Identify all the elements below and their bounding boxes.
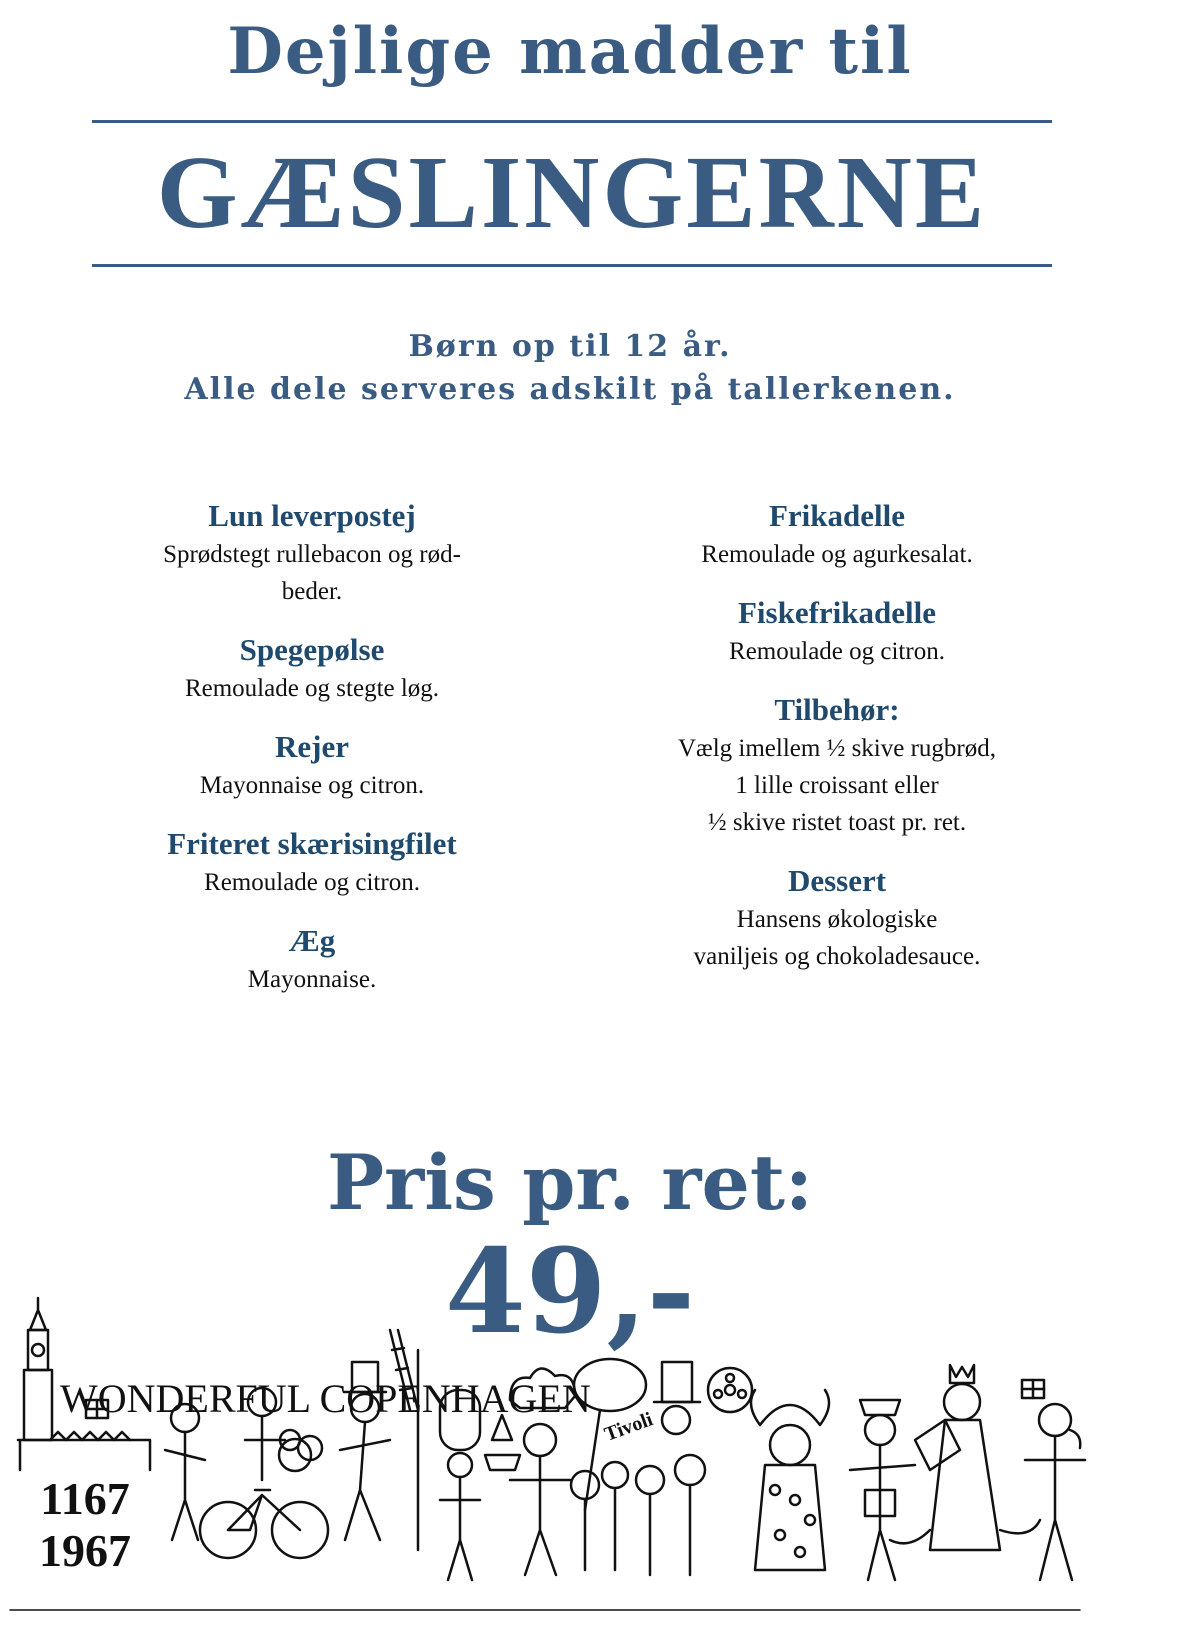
banner-title: WONDERFUL COPENHAGEN (60, 1376, 591, 1421)
menu-item (602, 593, 1072, 670)
film-reel-icon (708, 1368, 752, 1412)
menu-item-title: Dessert (787, 863, 887, 898)
princess-icon (890, 1365, 1040, 1550)
tivoli-label: Tivoli (601, 1408, 656, 1446)
intro-serving: Alle dele serveres adskilt på tallerkenen. (184, 372, 956, 407)
year-end: 1967 (39, 1525, 131, 1576)
menu-item (602, 861, 1072, 975)
menu-item-desc: Remoulade og agurkesalat. (701, 541, 973, 568)
menu-item (92, 630, 532, 707)
menu-item (92, 496, 532, 610)
viking-icon (751, 1390, 829, 1570)
price-label: Pris pr. ret: (327, 1138, 813, 1227)
top-rule (92, 120, 1052, 123)
wonderful-copenhagen-illustration (0, 1290, 1200, 1649)
menu-item-desc: Remoulade og citron. (729, 638, 945, 665)
menu-item-title: Frikadelle (768, 498, 906, 533)
menu-item-desc: Remoulade og citron. (204, 869, 420, 896)
intro-age: Børn op til 12 år. (408, 329, 732, 364)
menu-item-desc: Mayonnaise. (247, 966, 377, 993)
menu-item-title: Friteret skærisingfilet (167, 826, 457, 861)
menu-item-desc: Remoulade og stegte løg. (184, 675, 440, 702)
chimney-sweep-icon (340, 1330, 418, 1540)
menu-item-title: Lun leverpostej (208, 498, 416, 533)
year-start: 1167 (40, 1473, 130, 1524)
menu-item (602, 690, 1072, 841)
menu-item (602, 496, 1072, 573)
menu-right-column (602, 496, 1072, 995)
menu-item-title: Tilbehør: (774, 692, 900, 727)
brand-title: GÆSLINGERNE (156, 135, 988, 250)
bottom-rule (92, 264, 1052, 267)
menu-left-column (92, 496, 532, 1018)
headline: Dejlige madder til (227, 14, 913, 89)
menu-item-title: Rejer (275, 729, 349, 764)
menu-item-desc: Vælg imellem ½ skive rugbrød, 1 lille croissant eller ½ skive ristet toast pr. ret. (677, 735, 997, 836)
menu-item-title: Spegepølse (239, 632, 385, 667)
menu-item-desc: Mayonnaise og citron. (199, 772, 425, 799)
menu-item-desc: Sprødstegt rullebacon og rød- beder. (163, 541, 461, 605)
menu-item-title: Æg (288, 923, 336, 958)
sailor-icon (1022, 1380, 1085, 1580)
menu-item (92, 824, 532, 901)
figure-icon (165, 1404, 205, 1540)
menu-item (92, 727, 532, 804)
menu-item (92, 921, 532, 998)
price-value: 49,- (445, 1224, 695, 1360)
menu-item-desc: Hansens økologiske vaniljeis og chokoladesauce. (693, 906, 981, 970)
menu-item-title: Fiskefrikadelle (737, 595, 937, 630)
